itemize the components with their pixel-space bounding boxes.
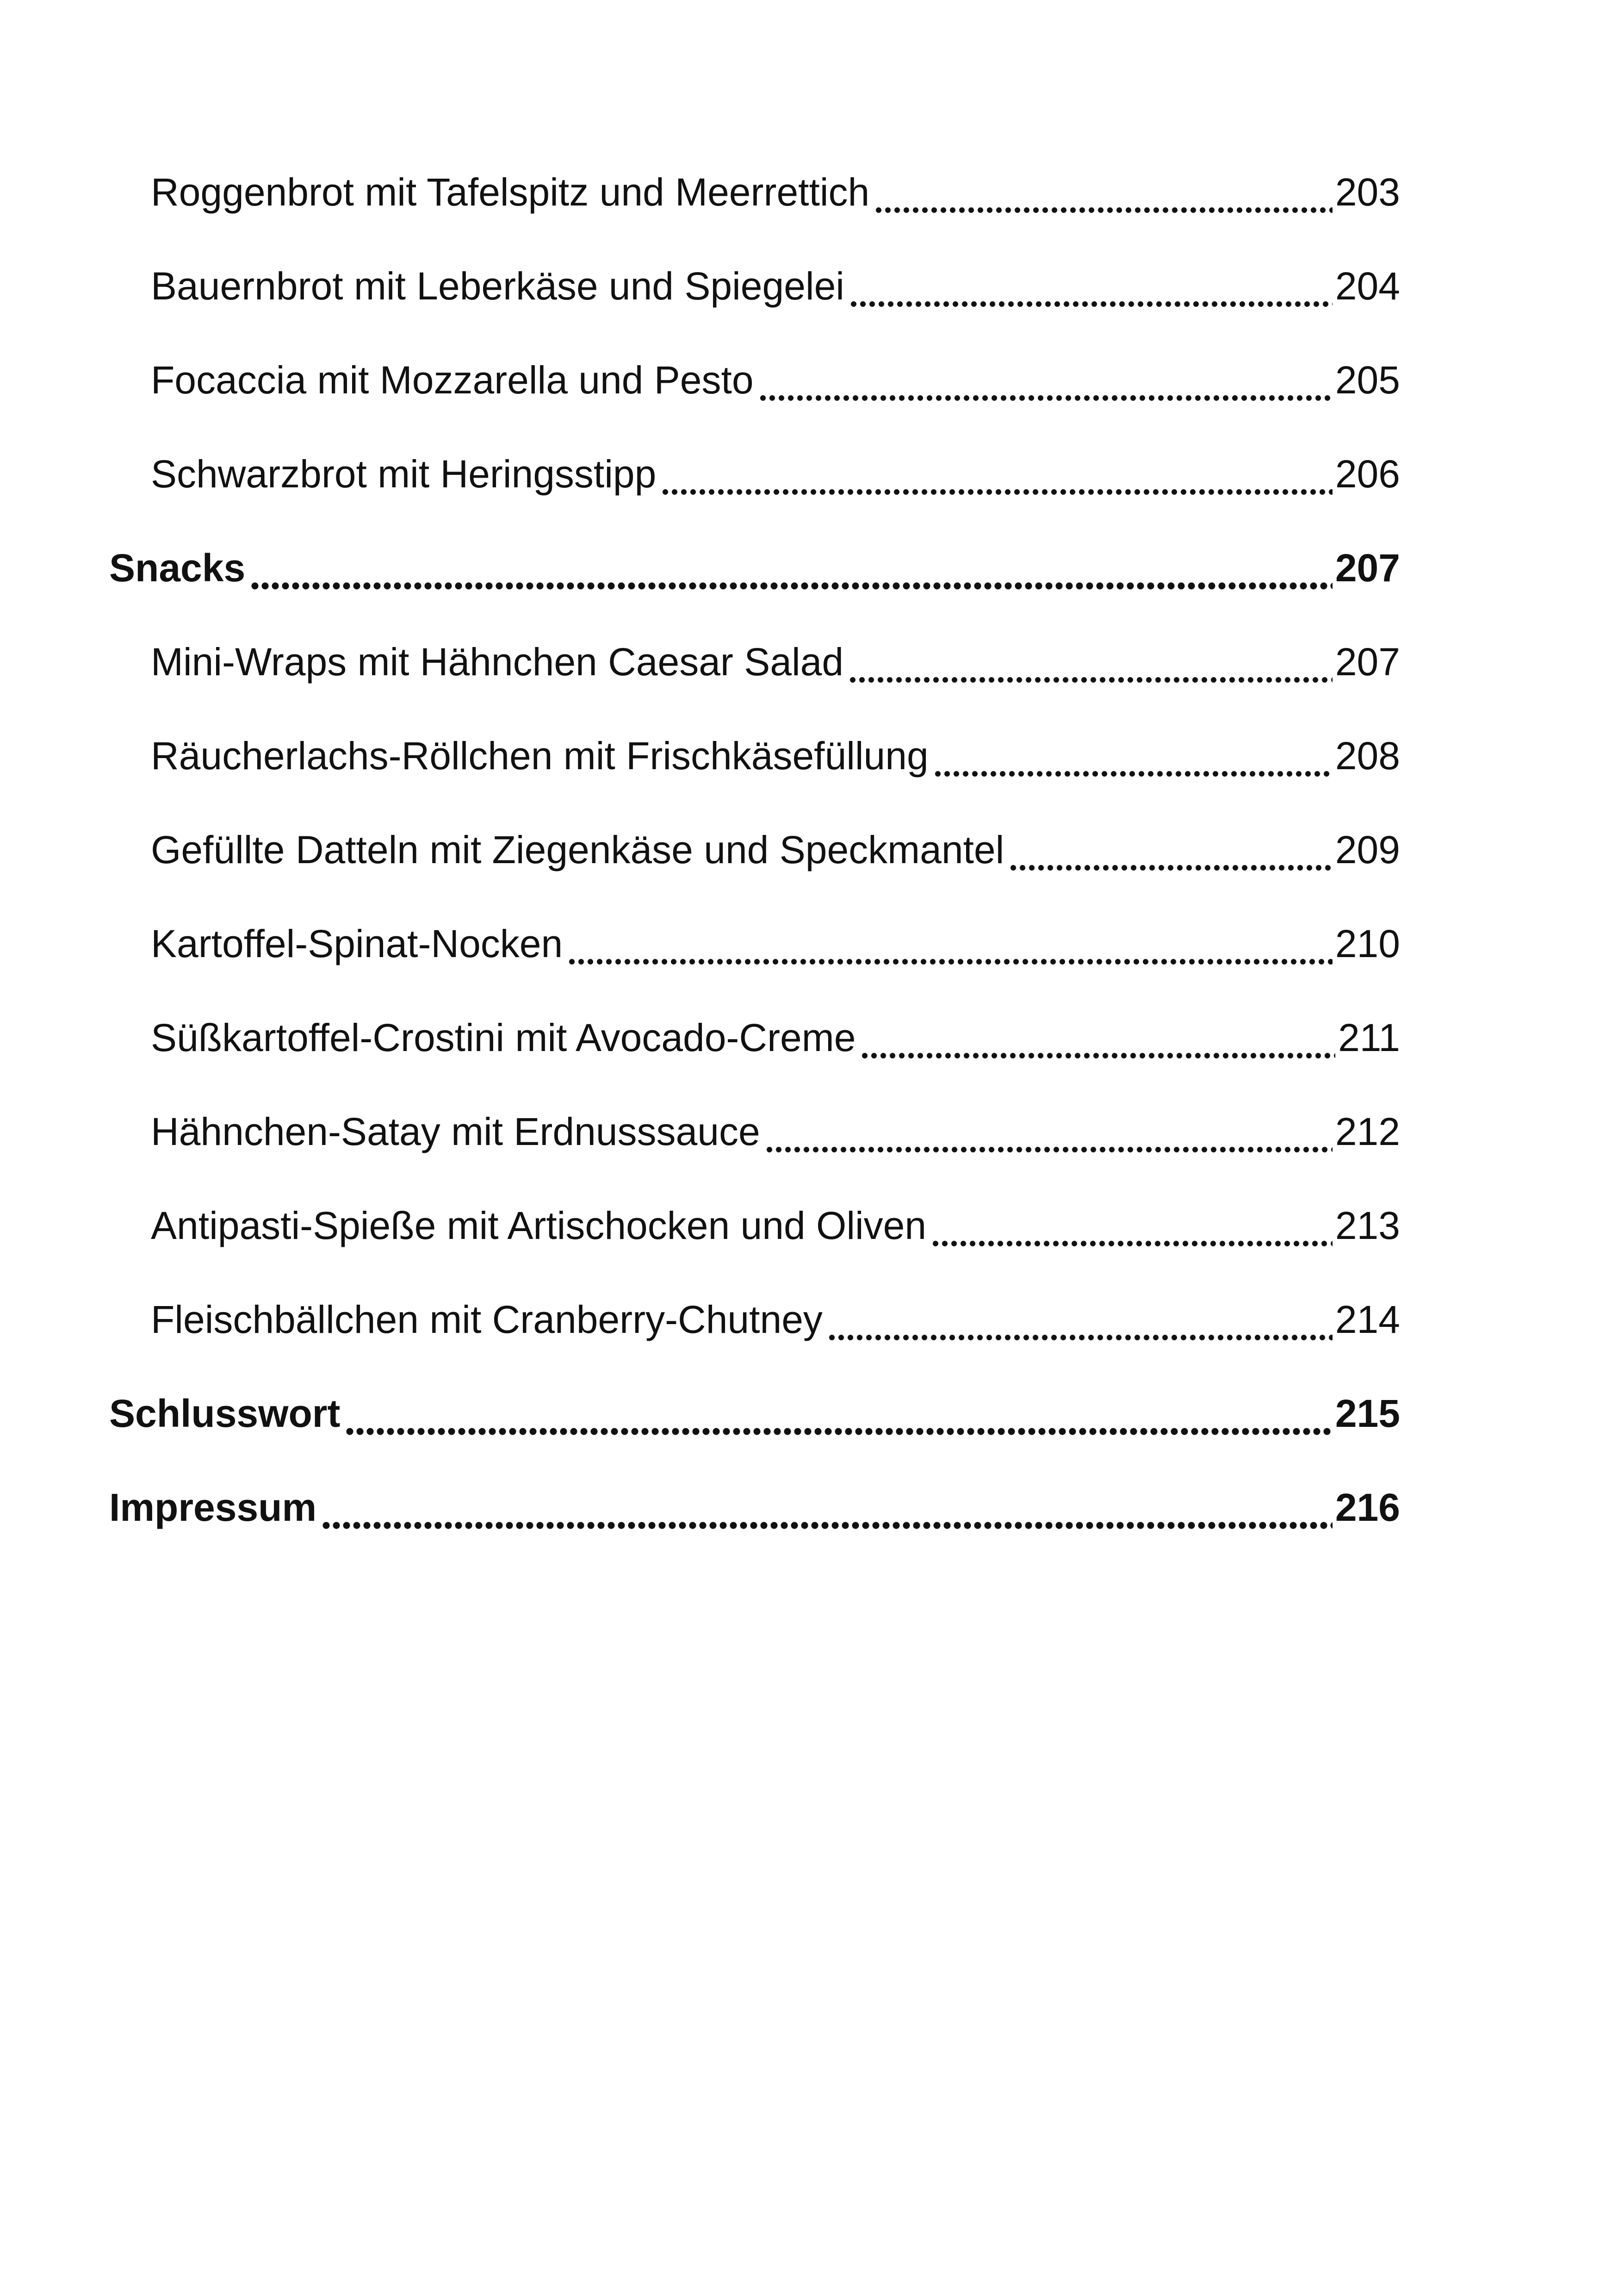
toc-page-number: 207	[1335, 640, 1400, 684]
toc-page-number: 203	[1335, 170, 1400, 214]
dot-leader	[931, 1191, 1333, 1260]
toc-entry[interactable]	[151, 345, 1400, 415]
toc-entry-title: Antipasti-Spieße mit Artischocken und Oliven	[151, 1204, 927, 1247]
toc-page-number: 205	[1335, 358, 1400, 402]
toc-entry[interactable]	[151, 157, 1400, 227]
toc-entry-title: Fleischbällchen mit Cranberry-Chutney	[151, 1298, 823, 1341]
dot-leader	[661, 439, 1332, 509]
toc-entry-title: Gefüllte Datteln mit Ziegenkäse und Speckmantel	[151, 828, 1004, 871]
toc-entry[interactable]	[151, 439, 1400, 509]
toc-entry[interactable]	[151, 627, 1400, 697]
toc-entry[interactable]	[151, 721, 1400, 790]
toc-entry[interactable]	[151, 1285, 1400, 1354]
toc-entry[interactable]	[151, 815, 1400, 884]
dot-leader	[860, 1003, 1335, 1072]
toc-entry-title: Räucherlachs-Röllchen mit Frischkäsefüllung	[151, 734, 929, 778]
toc-entry-title: Bauernbrot mit Leberkäse und Spiegelei	[151, 264, 844, 308]
toc-entry-title: Schwarzbrot mit Heringsstipp	[151, 452, 657, 496]
dot-leader	[933, 721, 1333, 790]
toc-section-title: Snacks	[109, 546, 246, 590]
toc-entry-title: Mini-Wraps mit Hähnchen Caesar Salad	[151, 640, 844, 684]
toc-section-entry[interactable]	[109, 1379, 1400, 1448]
dot-leader	[1009, 815, 1333, 884]
toc-section-title: Schlusswort	[109, 1392, 341, 1435]
toc-section-entry[interactable]	[109, 533, 1400, 603]
toc-section-entry[interactable]	[109, 1473, 1400, 1542]
dot-leader	[874, 157, 1333, 227]
toc-entry-title: Roggenbrot mit Tafelspitz und Meerrettich	[151, 170, 870, 214]
dot-leader	[848, 627, 1333, 697]
dot-leader	[827, 1285, 1333, 1354]
toc-entry[interactable]	[151, 1097, 1400, 1166]
dot-leader	[321, 1473, 1333, 1542]
dot-leader	[765, 1097, 1333, 1166]
dot-leader	[758, 345, 1333, 415]
toc-entry[interactable]	[151, 1003, 1400, 1072]
dot-leader	[849, 251, 1333, 321]
toc-page-number: 206	[1335, 452, 1400, 496]
dot-leader	[345, 1379, 1332, 1448]
toc-entry-title: Kartoffel-Spinat-Nocken	[151, 922, 563, 965]
toc-entry-title: Hähnchen-Satay mit Erdnusssauce	[151, 1110, 760, 1153]
toc-page-number: 215	[1335, 1392, 1400, 1435]
toc-page-number: 213	[1335, 1204, 1400, 1247]
toc-page-number: 204	[1335, 264, 1400, 308]
toc-section-title: Impressum	[109, 1486, 317, 1529]
toc-entry[interactable]	[151, 251, 1400, 321]
toc-page-number: 208	[1335, 734, 1400, 778]
dot-leader	[250, 533, 1333, 603]
toc-entry-title: Süßkartoffel-Crostini mit Avocado-Creme	[151, 1016, 856, 1059]
toc-page-number: 209	[1335, 828, 1400, 871]
toc-page-number: 214	[1335, 1298, 1400, 1341]
toc-entry[interactable]	[151, 909, 1400, 978]
toc-page-number: 212	[1335, 1110, 1400, 1153]
toc-page-number: 207	[1335, 546, 1400, 590]
toc-page-number: 210	[1335, 922, 1400, 965]
toc-page-number: 216	[1335, 1486, 1400, 1529]
toc-entry[interactable]	[151, 1191, 1400, 1260]
dot-leader	[567, 909, 1333, 978]
toc-page-number: 211	[1338, 1016, 1400, 1059]
toc-entry-title: Focaccia mit Mozzarella und Pesto	[151, 358, 754, 402]
